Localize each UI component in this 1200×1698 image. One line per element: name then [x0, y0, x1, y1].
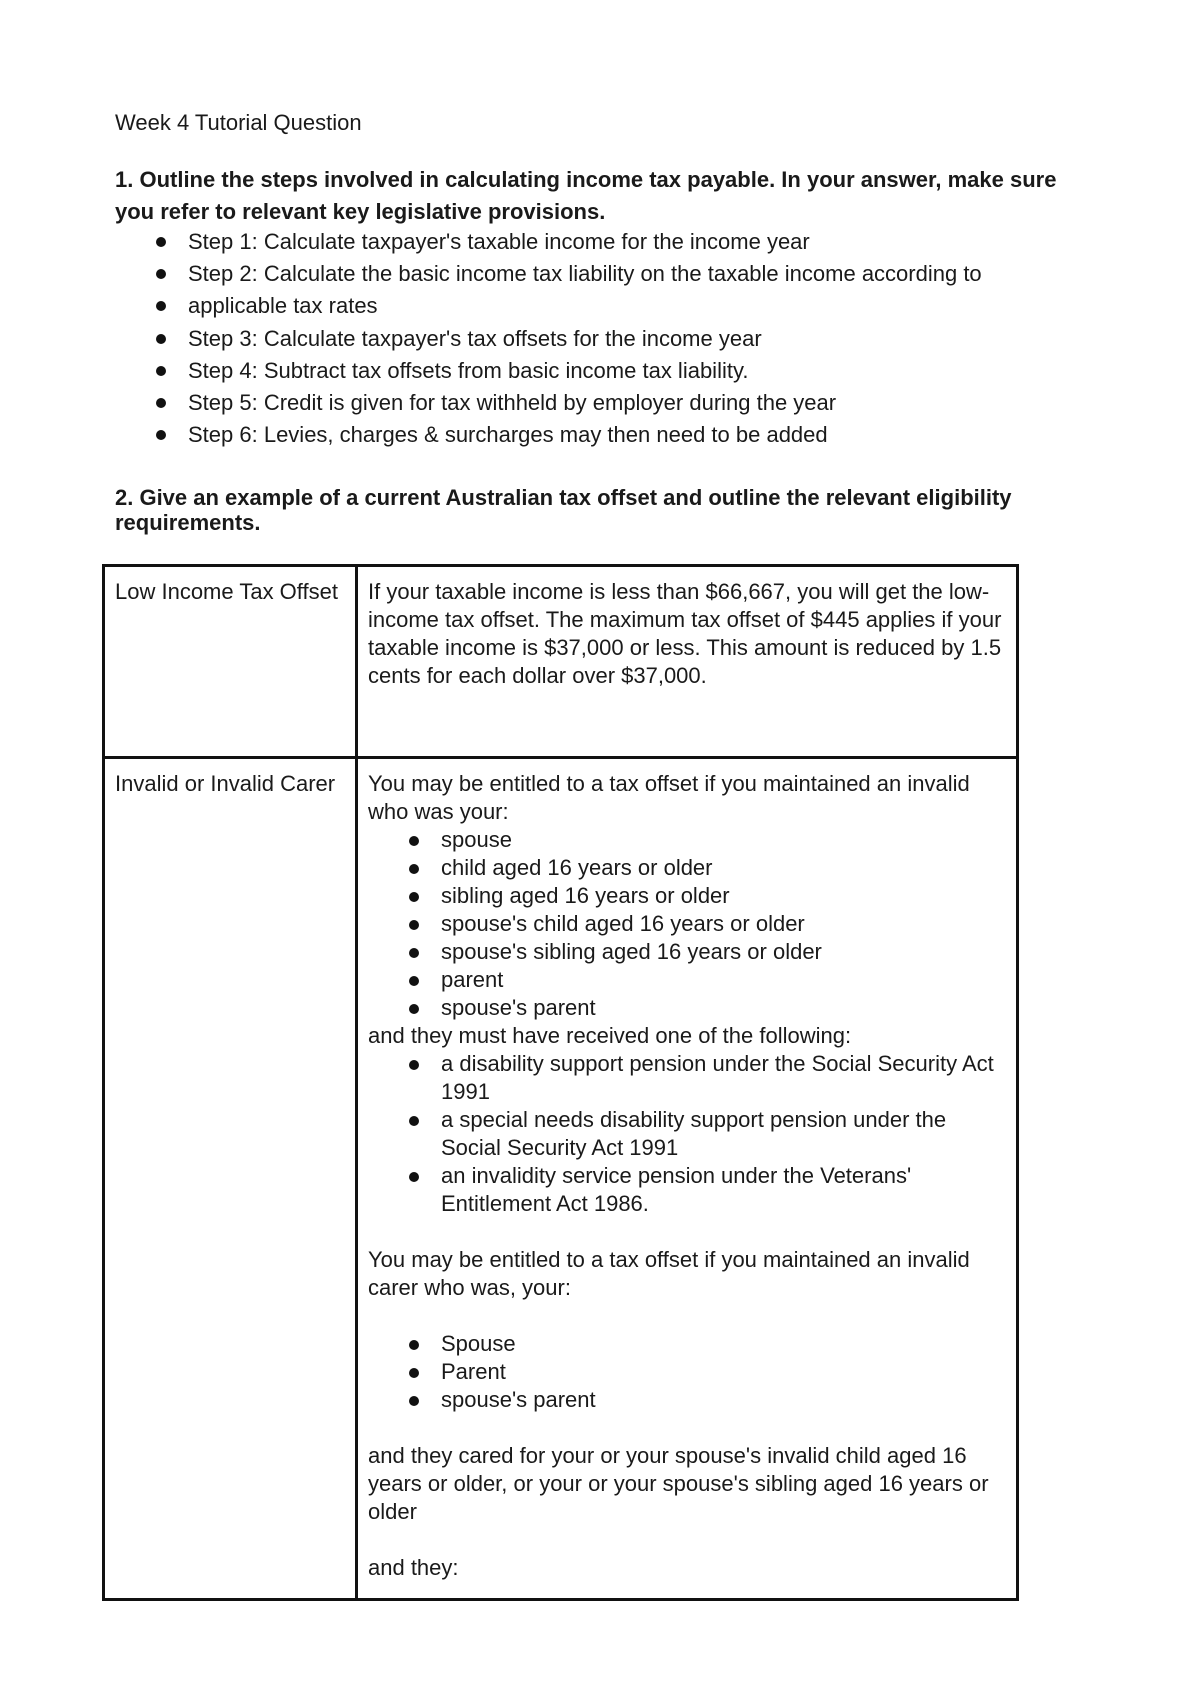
- offset-description-cell: [357, 566, 1018, 758]
- list-item: spouse's parent: [368, 1386, 1006, 1414]
- invalid-relations-list: [368, 826, 1006, 1022]
- offset-name: Low Income Tax Offset: [115, 579, 338, 604]
- step-item: Step 4: Subtract tax offsets from basic income tax liability.: [115, 355, 982, 387]
- list-item: spouse: [368, 826, 1006, 854]
- list-item: spouse's child aged 16 years or older: [368, 910, 1006, 938]
- list-item: spouse's parent: [368, 994, 1006, 1022]
- step-item: Step 3: Calculate taxpayer's tax offsets for the income year: [115, 323, 982, 355]
- offset-name: Invalid or Invalid Carer: [115, 771, 336, 796]
- carer-relations-list: [368, 1330, 1006, 1414]
- offset-description: If your taxable income is less than $66,667, you will get the low-income tax offset. The maximum tax offset of $445 applies if your taxable income is $37,000 or less. This amount is reduced by 1.5 cents for each dollar over $37,000.: [368, 579, 1002, 688]
- offset-name-cell: [104, 758, 357, 1600]
- spacer: [368, 1414, 1006, 1442]
- steps-list: [115, 226, 982, 451]
- invalid-intro: You may be entitled to a tax offset if you maintained an invalid who was your:: [368, 771, 970, 824]
- tax-offset-table: [102, 564, 1019, 1601]
- step-item: applicable tax rates: [115, 290, 982, 322]
- document-title: Week 4 Tutorial Question: [115, 110, 362, 135]
- carer-intro: You may be entitled to a tax offset if you maintained an invalid carer who was, your:: [368, 1247, 970, 1300]
- spacer: [368, 1218, 1006, 1246]
- step-item: Step 2: Calculate the basic income tax liability on the taxable income according to: [115, 258, 982, 290]
- list-item: parent: [368, 966, 1006, 994]
- list-item: spouse's sibling aged 16 years or older: [368, 938, 1006, 966]
- list-item: a disability support pension under the Social Security Act 1991: [368, 1050, 1006, 1106]
- spacer: [368, 1302, 1006, 1330]
- closing-text: and they:: [368, 1555, 459, 1580]
- step-item: Step 5: Credit is given for tax withheld by employer during the year: [115, 387, 982, 419]
- list-item: Spouse: [368, 1330, 1006, 1358]
- offset-name-cell: [104, 566, 357, 758]
- spacer: [368, 1526, 1006, 1554]
- list-item: a special needs disability support pension under the Social Security Act 1991: [368, 1106, 1006, 1162]
- pension-intro: and they must have received one of the following:: [368, 1023, 852, 1048]
- table-row-invalid-carer: [104, 758, 1018, 1600]
- step-item: Step 1: Calculate taxpayer's taxable income for the income year: [115, 226, 982, 258]
- table-row-low-income: [104, 566, 1018, 758]
- list-item: sibling aged 16 years or older: [368, 882, 1006, 910]
- question-1-heading: 1. Outline the steps involved in calculating income tax payable. In your answer, make sure you refer to relevant key legislative provisions.: [115, 167, 1057, 224]
- carer-condition: and they cared for your or your spouse's invalid child aged 16 years or older, or your or your spouse's sibling aged 16 years or older: [368, 1443, 989, 1524]
- question-2-heading: 2. Give an example of a current Australian tax offset and outline the relevant eligibility requirements.: [115, 485, 1012, 535]
- list-item: child aged 16 years or older: [368, 854, 1006, 882]
- list-item: Parent: [368, 1358, 1006, 1386]
- offset-description-cell: [357, 758, 1018, 1600]
- list-item: an invalidity service pension under the Veterans' Entitlement Act 1986.: [368, 1162, 1006, 1218]
- pension-list: [368, 1050, 1006, 1218]
- step-item: Step 6: Levies, charges & surcharges may then need to be added: [115, 419, 982, 451]
